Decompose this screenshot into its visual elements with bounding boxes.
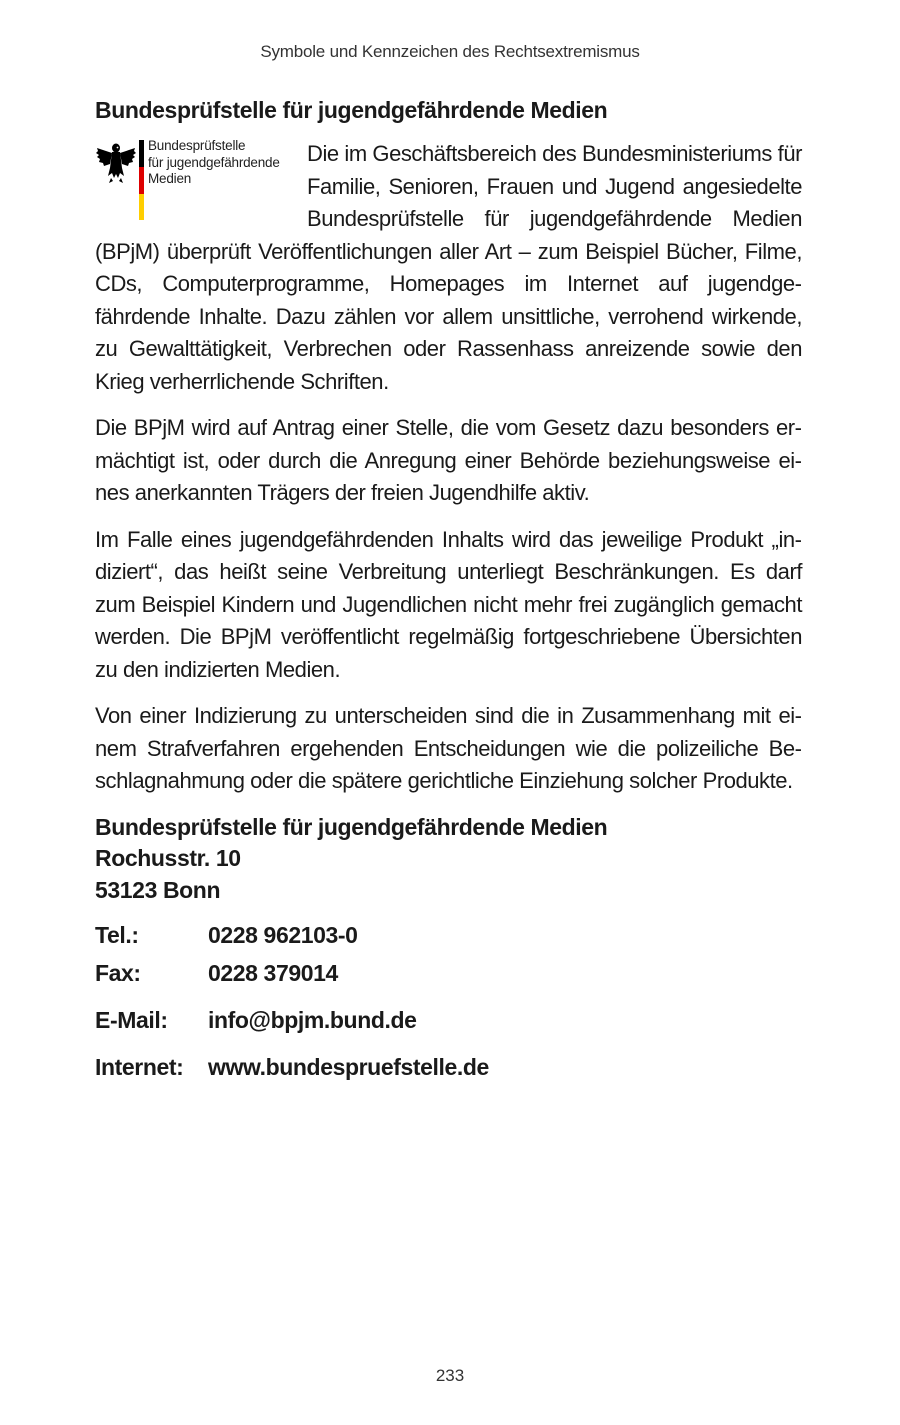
email-link[interactable]: info@bpjm.bund.de (208, 1007, 417, 1033)
email-label: E-Mail: (95, 1007, 168, 1033)
bpjm-logo (95, 138, 295, 228)
logo-wordmark (148, 138, 280, 188)
logo-line-2: für jugendgefährdende (148, 154, 280, 170)
fax-value: 0228 379014 (208, 960, 338, 986)
contact-row-fax (95, 958, 802, 1005)
internet-label: Internet: (95, 1054, 184, 1080)
running-header: Symbole und Kennzeichen des Rechtsextremismus (260, 42, 640, 61)
contact-row-internet (95, 1052, 802, 1092)
flag-red-stripe (139, 167, 144, 194)
address-street: Rochusstr. 10 (95, 845, 241, 871)
paragraph-intro-text: Die im Geschäftsbereich des Bundesministeriums für Familie, Senioren, Frauen und Jugend angesiedelte Bundesprüfstelle für jugendgefährdende Medien (BPjM) überprüft Veröffentlichungen aller Art – zum Beispiel Bücher, Filme, CDs, Computerprogramme, Homepages im Internet auf jugendgefährdende Inhalte. Dazu zählen vor allem unsittliche, verrohend wirkende, zu Gewalttätigkeit, Verbrechen oder Rassenhass anreizende sowie den Krieg verherrlichende Schriften. (95, 141, 802, 394)
website-link[interactable]: www.bundespruefstelle.de (208, 1054, 489, 1080)
address-block (95, 812, 802, 907)
flag-gold-stripe (139, 194, 144, 220)
flag-bar (139, 140, 144, 220)
logo-line-1: Bundesprüfstelle (148, 138, 246, 153)
address-city: 53123 Bonn (95, 876, 221, 903)
paragraph-indexing: Im Falle eines jugendgefährdenden Inhalts wird das jeweilige Produkt „indiziert“, das heißt seine Verbreitung unterliegt Beschränkungen. Es darf zum Beispiel Kindern und Jugendlichen nicht mehr frei zugänglich gemacht werden. Die BPjM veröffentlicht regelmäßig fortgeschriebene Übersichten zu den indizierten Medien. (95, 526, 802, 682)
section-heading: Bundesprüfstelle für jugendgefährdende Medien (95, 97, 608, 123)
paragraph-application: Die BPjM wird auf Antrag einer Stelle, die vom Gesetz dazu besonders ermächtigt ist, oder durch die Anregung einer Behörde beziehungsweise eines anerkannten Trägers der freien Jugendhilfe aktiv. (95, 415, 802, 505)
paragraph-distinction: Von einer Indizierung zu unterscheiden sind die in Zusammenhang mit einem Strafverfahren ergehenden Entscheidungen wie die polizeiliche Beschlagnahmung oder die spätere gerichtliche Einziehung solcher Produkte. (95, 703, 802, 793)
logo-line-3: Medien (148, 171, 192, 186)
address-name: Bundesprüfstelle für jugendgefährdende Medien (95, 813, 608, 840)
tel-value: 0228 962103-0 (208, 922, 358, 948)
page-content (95, 94, 802, 1092)
contact-row-tel (95, 920, 802, 958)
contact-row-email (95, 1005, 802, 1052)
flag-black-stripe (139, 140, 144, 167)
contact-block (95, 920, 802, 1092)
tel-label: Tel.: (95, 922, 139, 948)
federal-eagle-icon (95, 140, 137, 184)
page-number: 233 (435, 1366, 465, 1385)
fax-label: Fax: (95, 960, 141, 986)
paragraph-intro (95, 138, 802, 398)
